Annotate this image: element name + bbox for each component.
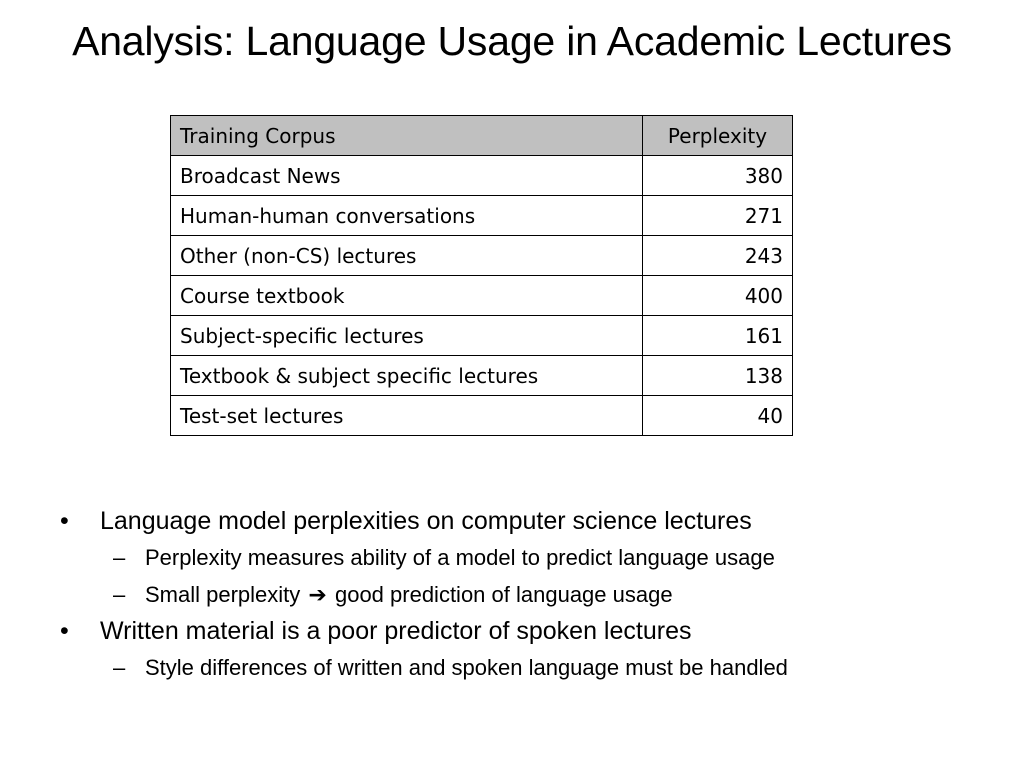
bullet-icon: • (60, 507, 69, 535)
dash-icon: – (113, 655, 126, 680)
header-perplexity: Perplexity (643, 116, 793, 156)
sub-bullet-text-before-arrow: Small perplexity (145, 582, 301, 607)
header-training-corpus: Training Corpus (171, 116, 643, 156)
perplexity-cell: 271 (643, 196, 793, 236)
sub-bullet-text: Style differences of written and spoken language must be handled (145, 655, 788, 680)
corpus-cell: Textbook & subject specific lectures (171, 356, 643, 396)
perplexity-cell: 380 (643, 156, 793, 196)
perplexity-table-container (170, 115, 793, 436)
sub-bullet-text-after-arrow: good prediction of language usage (334, 582, 673, 607)
sub-bullet-item (58, 576, 998, 613)
sub-bullet-text: Perplexity measures ability of a model to predict language usage (145, 545, 775, 570)
bullet-icon: • (60, 617, 69, 645)
corpus-cell: Subject-specific lectures (171, 316, 643, 356)
table-row (171, 276, 793, 316)
corpus-cell: Human-human conversations (171, 196, 643, 236)
bullet-item (58, 613, 998, 649)
sub-bullet-item (58, 649, 998, 686)
perplexity-table (170, 115, 793, 436)
corpus-cell: Course textbook (171, 276, 643, 316)
sub-bullet-item (58, 539, 998, 576)
corpus-cell: Test-set lectures (171, 396, 643, 436)
perplexity-cell: 40 (643, 396, 793, 436)
table-row (171, 196, 793, 236)
bullet-list (58, 503, 998, 686)
table-row (171, 236, 793, 276)
perplexity-cell: 243 (643, 236, 793, 276)
perplexity-cell: 161 (643, 316, 793, 356)
dash-icon: – (113, 582, 126, 607)
bullet-item (58, 503, 998, 539)
dash-icon: – (113, 545, 126, 570)
perplexity-cell: 138 (643, 356, 793, 396)
table-header-row (171, 116, 793, 156)
corpus-cell: Other (non-CS) lectures (171, 236, 643, 276)
slide-title: Analysis: Language Usage in Academic Lectures (72, 18, 952, 64)
table-row (171, 156, 793, 196)
bullet-text: Language model perplexities on computer science lectures (100, 507, 752, 535)
table-row (171, 316, 793, 356)
right-arrow-icon: ➔ (308, 582, 327, 607)
perplexity-cell: 400 (643, 276, 793, 316)
table-row (171, 356, 793, 396)
bullet-text: Written material is a poor predictor of spoken lectures (100, 617, 692, 645)
table-row (171, 396, 793, 436)
corpus-cell: Broadcast News (171, 156, 643, 196)
